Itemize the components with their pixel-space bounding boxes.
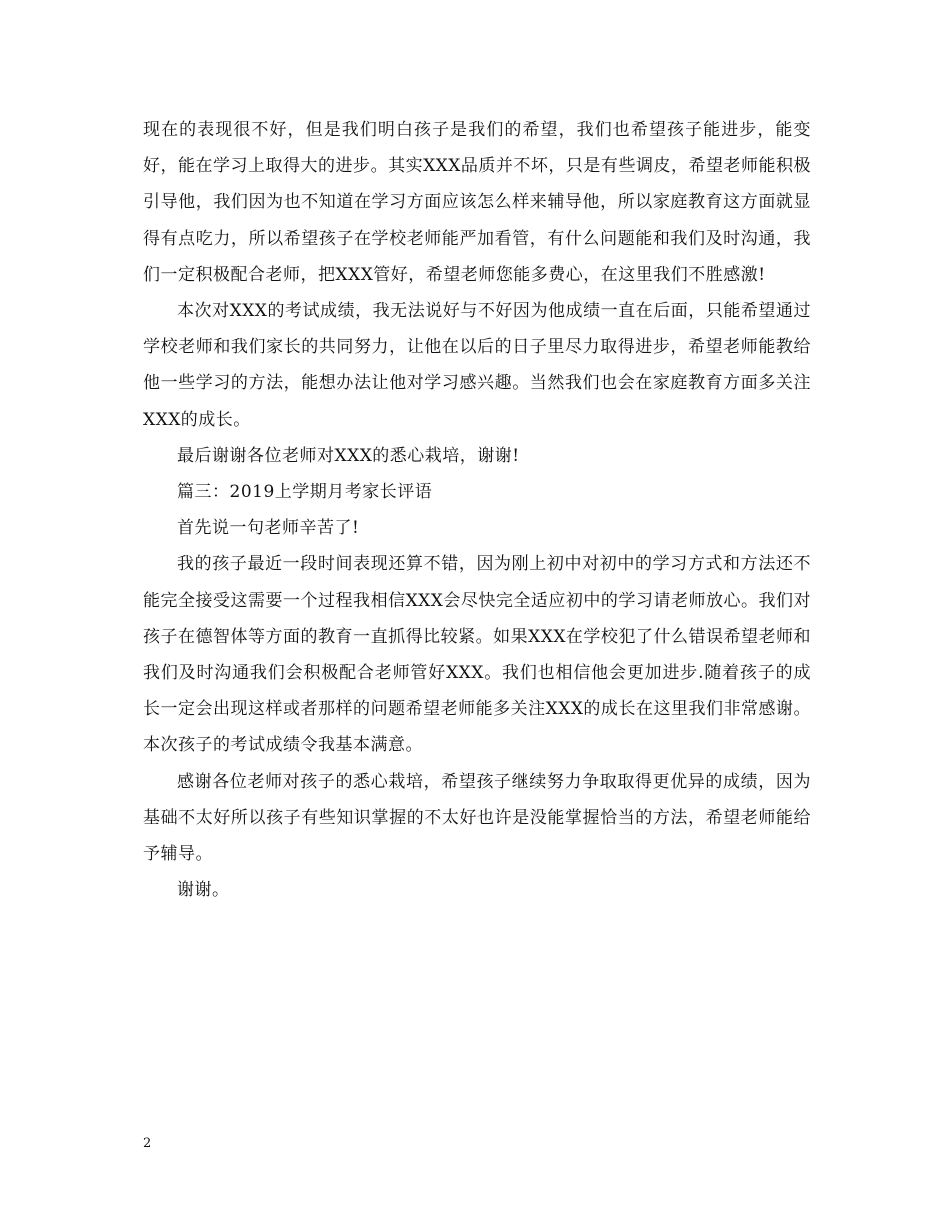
page-number: 2 bbox=[143, 1136, 152, 1151]
paragraph-1: 现在的表现很不好，但是我们明白孩子是我们的希望，我们也希望孩子能进步，能变好，能在学习上取得大的进步。其实XXX品质并不坏，只是有些调皮，希望老师能积极引导他，我们因为也不知道在学习方面应该怎么样来辅导他，所以家庭教育这方面就显得有点吃力，所以希望孩子在学校老师能严加看管，有什么问题能和我们及时沟通，我们一定积极配合老师，把XXX管好，希望老师您能多费心，在这里我们不胜感激! bbox=[143, 120, 811, 285]
paragraph-7: 感谢各位老师对孩子的悉心栽培，希望孩子继续努力争取取得更优异的成绩，因为基础不太好所以孩子有些知识掌握的不太好也许是没能掌握恰当的方法，希望老师能给予辅导。 bbox=[143, 771, 811, 865]
paragraph-2: 本次对XXX的考试成绩，我无法说好与不好因为他成绩一直在后面，只能希望通过学校老师和我们家长的共同努力，让他在以后的日子里尽力取得进步，希望老师能教给他一些学习的方法，能想办法让他对学习感兴趣。当然我们也会在家庭教育方面多关注XXX的成长。 bbox=[143, 301, 811, 430]
paragraph-3: 最后谢谢各位老师对XXX的悉心栽培，谢谢! bbox=[177, 445, 520, 466]
paragraph-8: 谢谢。 bbox=[177, 880, 230, 901]
paragraph-6: 我的孩子最近一段时间表现还算不错，因为刚上初中对初中的学习方式和方法还不能完全接受这需要一个过程我相信XXX会尽快完全适应初中的学习请老师放心。我们对孩子在德智体等方面的教育一直抓得比较紧。如果XXX在学校犯了什么错误希望老师和我们及时沟通我们会积极配合老师管好XXX。我们也相信他会更加进步.随着孩子的成长一定会出现这样或者那样的问题希望老师能多关注XXX的成长在这里我们非常感谢。本次孩子的考试成绩令我基本满意。 bbox=[143, 554, 811, 756]
section-heading: 篇三：2019上学期月考家长评语 bbox=[177, 482, 433, 503]
body-text bbox=[143, 112, 811, 908]
paragraph-5: 首先说一句老师辛苦了! bbox=[177, 518, 360, 539]
